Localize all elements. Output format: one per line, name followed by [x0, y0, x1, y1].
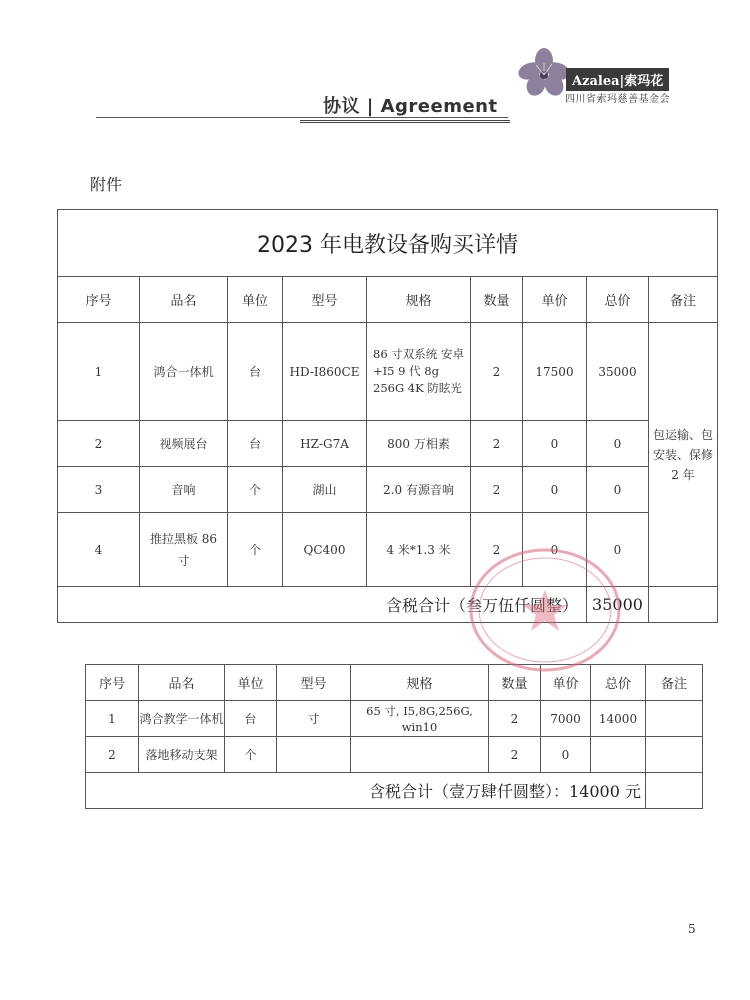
item-name: 落地移动支架 [139, 737, 225, 773]
item-model: 寸 [277, 701, 351, 737]
column-header: 品名 [140, 277, 228, 323]
purchase-table-2023 [57, 209, 718, 623]
table-row [86, 701, 703, 737]
column-header: 单位 [225, 665, 277, 701]
column-header: 型号 [277, 665, 351, 701]
item-total: 35000 [587, 323, 649, 421]
item-model: HD-I860CE [283, 323, 367, 421]
row-number: 2 [86, 737, 139, 773]
item-qty: 2 [471, 323, 523, 421]
column-header: 数量 [489, 665, 541, 701]
attachment-label: 附件 [90, 175, 123, 194]
item-spec: 65 寸, I5,8G,256G, win10 [351, 701, 489, 737]
column-header: 总价 [591, 665, 646, 701]
row-number: 1 [58, 323, 140, 421]
item-remark [646, 737, 703, 773]
total-remark-empty [649, 587, 718, 623]
column-header: 型号 [283, 277, 367, 323]
column-header: 备注 [649, 277, 718, 323]
column-header: 单位 [228, 277, 283, 323]
total-remark-empty [646, 773, 703, 809]
item-qty: 2 [489, 737, 541, 773]
item-qty: 2 [489, 701, 541, 737]
logo-brand-text: Azalea|索玛花 [566, 68, 669, 91]
column-header: 规格 [367, 277, 471, 323]
item-price: 0 [541, 737, 591, 773]
column-header: 单价 [523, 277, 587, 323]
item-name: 推拉黑板 86 寸 [140, 513, 228, 587]
row-number: 4 [58, 513, 140, 587]
item-name: 鸿合教学一体机 [139, 701, 225, 737]
item-model: HZ-G7A [283, 421, 367, 467]
item-remark [646, 701, 703, 737]
item-price: 0 [523, 467, 587, 513]
logo-subtitle: 四川省索玛慈善基金会 [565, 94, 670, 105]
item-price: 7000 [541, 701, 591, 737]
item-total: 0 [587, 513, 649, 587]
table-row [58, 421, 718, 467]
column-header: 数量 [471, 277, 523, 323]
total-label: 含税合计（壹万肆仟圆整）：14000 元 [86, 773, 646, 809]
item-model: 湖山 [283, 467, 367, 513]
purchase-table-secondary [85, 664, 703, 809]
page-number: 5 [688, 922, 696, 936]
row-number: 1 [86, 701, 139, 737]
item-total [591, 737, 646, 773]
item-spec: 4 米*1.3 米 [367, 513, 471, 587]
header-rule [96, 117, 508, 118]
table-title: 2023 年电教设备购买详情 [58, 210, 718, 277]
document-header-title: 协议 | Agreement [323, 96, 498, 117]
item-unit: 台 [228, 421, 283, 467]
item-total: 0 [587, 421, 649, 467]
item-qty: 2 [471, 467, 523, 513]
item-spec: 2.0 有源音响 [367, 467, 471, 513]
item-name: 鸿合一体机 [140, 323, 228, 421]
column-header: 总价 [587, 277, 649, 323]
column-header: 序号 [86, 665, 139, 701]
table-row [86, 737, 703, 773]
item-unit: 台 [225, 701, 277, 737]
total-value: 35000 [587, 587, 649, 623]
item-name: 视频展台 [140, 421, 228, 467]
item-model: QC400 [283, 513, 367, 587]
azalea-flower-logo-icon [516, 47, 572, 99]
table-row [58, 467, 718, 513]
item-unit: 个 [228, 467, 283, 513]
item-model [277, 737, 351, 773]
item-remark: 包运输、包安装、保修 2 年 [649, 323, 718, 587]
total-label: 含税合计（叁万伍仟圆整） [58, 587, 587, 623]
item-price: 0 [523, 421, 587, 467]
item-spec [351, 737, 489, 773]
item-name: 音响 [140, 467, 228, 513]
item-price: 17500 [523, 323, 587, 421]
column-header: 规格 [351, 665, 489, 701]
row-number: 3 [58, 467, 140, 513]
item-unit: 个 [225, 737, 277, 773]
item-unit: 台 [228, 323, 283, 421]
total-row [86, 773, 703, 809]
table-row [58, 323, 718, 421]
item-qty: 2 [471, 513, 523, 587]
item-total: 0 [587, 467, 649, 513]
column-header: 品名 [139, 665, 225, 701]
item-total: 14000 [591, 701, 646, 737]
item-unit: 个 [228, 513, 283, 587]
header-rule-double [300, 120, 510, 123]
total-row [58, 587, 718, 623]
column-header: 序号 [58, 277, 140, 323]
item-price: 0 [523, 513, 587, 587]
item-spec: 86 寸双系统 安卓+I5 9 代 8g 256G 4K 防眩光 [367, 323, 471, 421]
item-spec: 800 万相素 [367, 421, 471, 467]
table-row [58, 513, 718, 587]
item-qty: 2 [471, 421, 523, 467]
column-header: 备注 [646, 665, 703, 701]
column-header: 单价 [541, 665, 591, 701]
row-number: 2 [58, 421, 140, 467]
